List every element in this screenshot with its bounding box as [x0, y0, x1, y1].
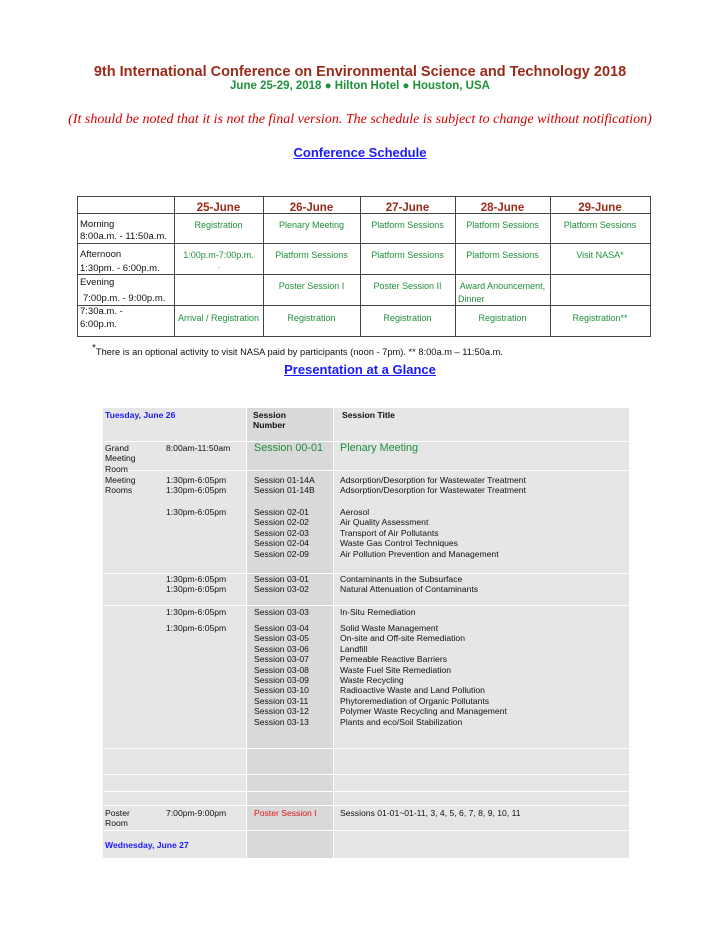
day-heading: Wednesday, June 27 — [105, 840, 189, 850]
session-times: 1:30pm-6:05pm — [166, 507, 227, 517]
schedule-cell: Registration — [287, 313, 336, 323]
session-time: 8:00am-11:50am — [166, 443, 231, 453]
session-title: Sessions 01-01~01-11, 3, 4, 5, 6, 7, 8, 9, 10, 11 — [340, 808, 521, 818]
day-header: 29-June — [578, 202, 622, 214]
draft-notice: (It should be noted that it is not the final version. The schedule is subject to change without notification) — [68, 112, 652, 127]
schedule-cell: Visit NASA* — [576, 250, 624, 260]
session-times: 1:30pm-6:05pm — [166, 607, 227, 617]
col-session-number: Session Number — [253, 410, 286, 431]
session-times: 1:30pm-6:05pm 1:30pm-6:05pm — [166, 574, 227, 595]
day-header: 27-June — [385, 202, 430, 214]
row-time: 7:00p.m. - 9:00p.m. — [83, 293, 166, 304]
schedule-mark: . — [217, 260, 221, 270]
room-name: Grand Meeting Room — [105, 443, 136, 474]
glance-heading: Presentation at a Glance — [284, 362, 436, 377]
room-name: Poster Room — [105, 808, 130, 829]
schedule-cell-extra: Dinner — [458, 294, 485, 304]
day-header: 26-June — [289, 202, 334, 214]
schedule-cell: Arrival / Registration — [177, 313, 260, 323]
schedule-cell: Poster Session II — [373, 281, 442, 291]
session-titles: Adsorption/Desorption for Wastewater Treatment Adsorption/Desorption for Wastewater Treatment — [340, 475, 526, 496]
schedule-heading: Conference Schedule — [293, 145, 427, 160]
row-time: 6:00p.m. — [80, 319, 117, 330]
schedule-cell: Platform Sessions — [466, 250, 539, 260]
day-heading: Tuesday, June 26 — [105, 410, 176, 420]
schedule-cell: Registration** — [572, 313, 628, 323]
footnote-star: * — [92, 343, 96, 354]
schedule-cell: Plenary Meeting — [278, 220, 345, 230]
session-numbers: Session 03-03 — [254, 607, 309, 617]
session-times: 1:30pm-6:05pm 1:30pm-6:05pm — [166, 475, 227, 496]
schedule-cell: Registration — [478, 313, 527, 323]
session-titles: In-Situ Remediation — [340, 607, 416, 617]
session-number: Poster Session I — [254, 808, 317, 818]
schedule-cell: Platform Sessions — [466, 220, 539, 230]
row-label: Afternoon — [80, 249, 122, 260]
session-numbers: Session 01-14A Session 01-14B — [254, 475, 315, 496]
session-titles: Solid Waste Management On-site and Off-site Remediation Landfill Pemeable Reactive Barriers Waste Fuel Site Remediation Waste Recycling Radioactive Waste and Land Pollution Phytoremediation of Organic Pollutants Polymer Waste Recycling and Management Plants and eco/Soil Stabilization — [340, 623, 507, 727]
conference-subtitle: June 25-29, 2018 ● Hilton Hotel ● Houston, USA — [230, 80, 490, 92]
conference-title: 9th International Conference on Environmental Science and Technology 2018 — [93, 64, 627, 80]
row-label: 7:30a.m. - — [80, 306, 123, 317]
session-number: Session 00-01 — [254, 442, 324, 454]
day-header: 28-June — [480, 202, 525, 214]
session-title: Plenary Meeting — [340, 442, 419, 454]
row-time: 8:00a.m. - 11:50a.m. — [80, 231, 167, 242]
room-name: Meeting Rooms — [105, 475, 136, 496]
session-time: 7:00pm-9:00pm — [166, 808, 227, 818]
presentation-table — [103, 408, 629, 858]
schedule-table — [77, 196, 651, 337]
session-titles: Aerosol Air Quality Assessment Transport of Air Pollutants Waste Gas Control Techniques Air Pollution Prevention and Management — [340, 507, 499, 559]
footnote-text: There is an optional activity to visit NASA paid by participants (noon - 7pm). ** 8:00a.m – 11:50a.m. — [95, 347, 503, 358]
schedule-cell: Registration — [194, 220, 243, 230]
schedule-cell: 1:00p.m-7:00p.m. — [183, 250, 254, 260]
row-time: 1:30pm. - 6:00p.m. — [80, 263, 160, 274]
schedule-cell: Poster Session I — [278, 281, 345, 291]
session-times: 1:30pm-6:05pm — [166, 623, 227, 633]
schedule-cell: Platform Sessions — [371, 220, 444, 230]
schedule-cell: Platform Sessions — [275, 250, 348, 260]
session-titles: Contaminants in the Subsurface Natural Attenuation of Contaminants — [340, 574, 479, 595]
schedule-cell: Platform Sessions — [563, 220, 637, 230]
schedule-cell: Registration — [383, 313, 432, 323]
row-label: Evening — [80, 277, 115, 288]
schedule-footnote — [92, 343, 503, 357]
col-session-title: Session Title — [342, 410, 395, 420]
session-numbers: Session 03-04 Session 03-05 Session 03-06 Session 03-07 Session 03-08 Session 03-09 Session 03-10 Session 03-11 Session 03-12 Session 03-13 — [254, 623, 309, 727]
schedule-cell: Platform Sessions — [371, 250, 444, 260]
session-numbers: Session 03-01 Session 03-02 — [254, 574, 309, 595]
schedule-cell: Award Anouncement, — [459, 281, 546, 291]
row-label: Morning — [80, 219, 115, 230]
day-header: 25-June — [196, 202, 241, 214]
session-numbers: Session 02-01 Session 02-02 Session 02-03 Session 02-04 Session 02-09 — [254, 507, 309, 559]
